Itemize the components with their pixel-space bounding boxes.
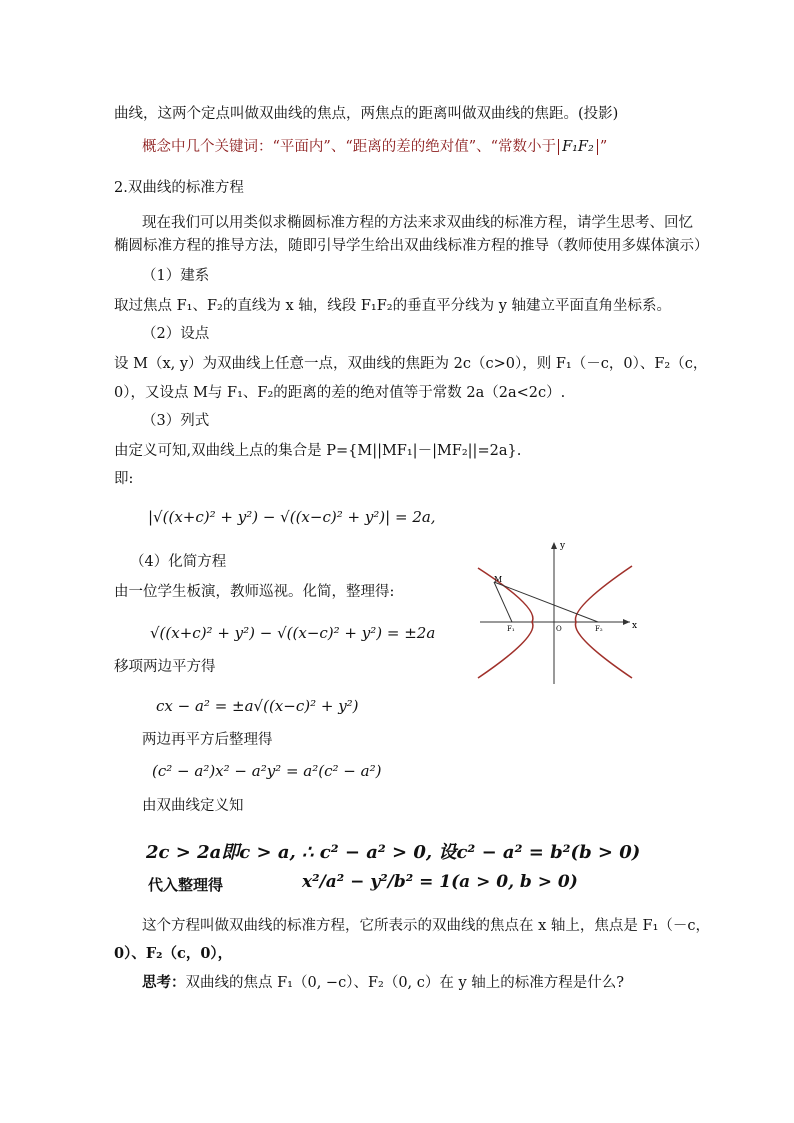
equation-3: cx − a² = ±a√((x−c)² + y²) bbox=[156, 697, 359, 715]
paragraph-3b: 椭圆标准方程的推导方法，随即引导学生给出双曲线标准方程的推导（教师使用多媒体演示） bbox=[114, 238, 709, 254]
paragraph-8: 由一位学生板演，教师巡视。化简，整理得: bbox=[114, 584, 395, 600]
equation-6: x²/a² − y²/b² = 1(a > 0, b > 0) bbox=[302, 872, 578, 892]
hyperbola-graph bbox=[470, 538, 640, 686]
keywords-line bbox=[142, 137, 607, 157]
step-2-label: （2）设点 bbox=[142, 326, 210, 342]
y-axis-label: y bbox=[560, 541, 566, 551]
think-question: 双曲线的焦点 F₁（0, −c）、F₂（0, c）在 y 轴上的标准方程是什么? bbox=[185, 975, 625, 991]
section-heading: 2.双曲线的标准方程 bbox=[114, 180, 244, 196]
substitute-label: 代入整理得 bbox=[148, 876, 224, 894]
paragraph-10: 两边再平方后整理得 bbox=[142, 732, 273, 748]
keywords-text: 概念中几个关键词：“平面内”、“距离的差的绝对值”、“常数小于 bbox=[142, 139, 557, 155]
x-axis-arrow bbox=[623, 619, 630, 625]
x-axis-label: x bbox=[632, 621, 638, 631]
think-label: 思考： bbox=[142, 974, 186, 991]
step-3-label: （3）列式 bbox=[142, 413, 210, 429]
abs-f1f2: F₁F₂ bbox=[558, 139, 598, 155]
paragraph-6: 由定义可知,双曲线上点的集合是 P={M||MF₁|－|MF₂||=2a}. bbox=[114, 443, 522, 459]
point-m-label: M bbox=[494, 575, 503, 584]
equation-5: 2c > 2a即c > a, ∴ c² − a² > 0, 设c² − a² = b²(b > 0) bbox=[146, 842, 641, 863]
y-axis-arrow bbox=[551, 542, 557, 549]
left-branch bbox=[478, 568, 533, 678]
paragraph-12b: 0）、F₂（c，0）， bbox=[114, 945, 233, 962]
equation-1: |√((x+c)² + y²) − √((x−c)² + y²)| = 2a, bbox=[148, 508, 436, 526]
keywords-close: ” bbox=[599, 139, 608, 155]
paragraph-5a: 设 M（x, y）为双曲线上任意一点，双曲线的焦距为 2c（c>0），则 F₁（－c，0）、F₂（c， bbox=[114, 356, 708, 372]
paragraph-1: 曲线，这两个定点叫做双曲线的焦点，两焦点的距离叫做双曲线的焦距。(投影) bbox=[114, 106, 619, 122]
paragraph-11: 由双曲线定义知 bbox=[142, 798, 244, 814]
think-line bbox=[142, 973, 624, 993]
step-4-label: （4）化简方程 bbox=[130, 554, 227, 570]
origin-label: O bbox=[556, 625, 562, 633]
equation-4: (c² − a²)x² − a²y² = a²(c² − a²) bbox=[152, 762, 382, 780]
paragraph-9: 移项两边平方得 bbox=[114, 659, 216, 675]
equation-2: √((x+c)² + y²) − √((x−c)² + y²) = ±2a bbox=[150, 624, 436, 642]
paragraph-12a: 这个方程叫做双曲线的标准方程，它所表示的双曲线的焦点在 x 轴上，焦点是 F₁（－c， bbox=[142, 918, 710, 934]
paragraph-5b: 0），又设点 M与 F₁、F₂的距离的差的绝对值等于常数 2a（2a<2c）. bbox=[114, 385, 566, 401]
paragraph-7: 即: bbox=[114, 471, 134, 487]
paragraph-3a: 现在我们可以用类似求椭圆标准方程的方法来求双曲线的标准方程，请学生思考、回忆 bbox=[142, 215, 693, 231]
step-1-label: （1）建系 bbox=[142, 268, 210, 284]
f2-label: F₂ bbox=[595, 625, 603, 633]
f1-label: F₁ bbox=[507, 625, 515, 633]
paragraph-4: 取过焦点 F₁、F₂的直线为 x 轴，线段 F₁F₂的垂直平分线为 y 轴建立平面直角坐标系。 bbox=[114, 298, 672, 314]
